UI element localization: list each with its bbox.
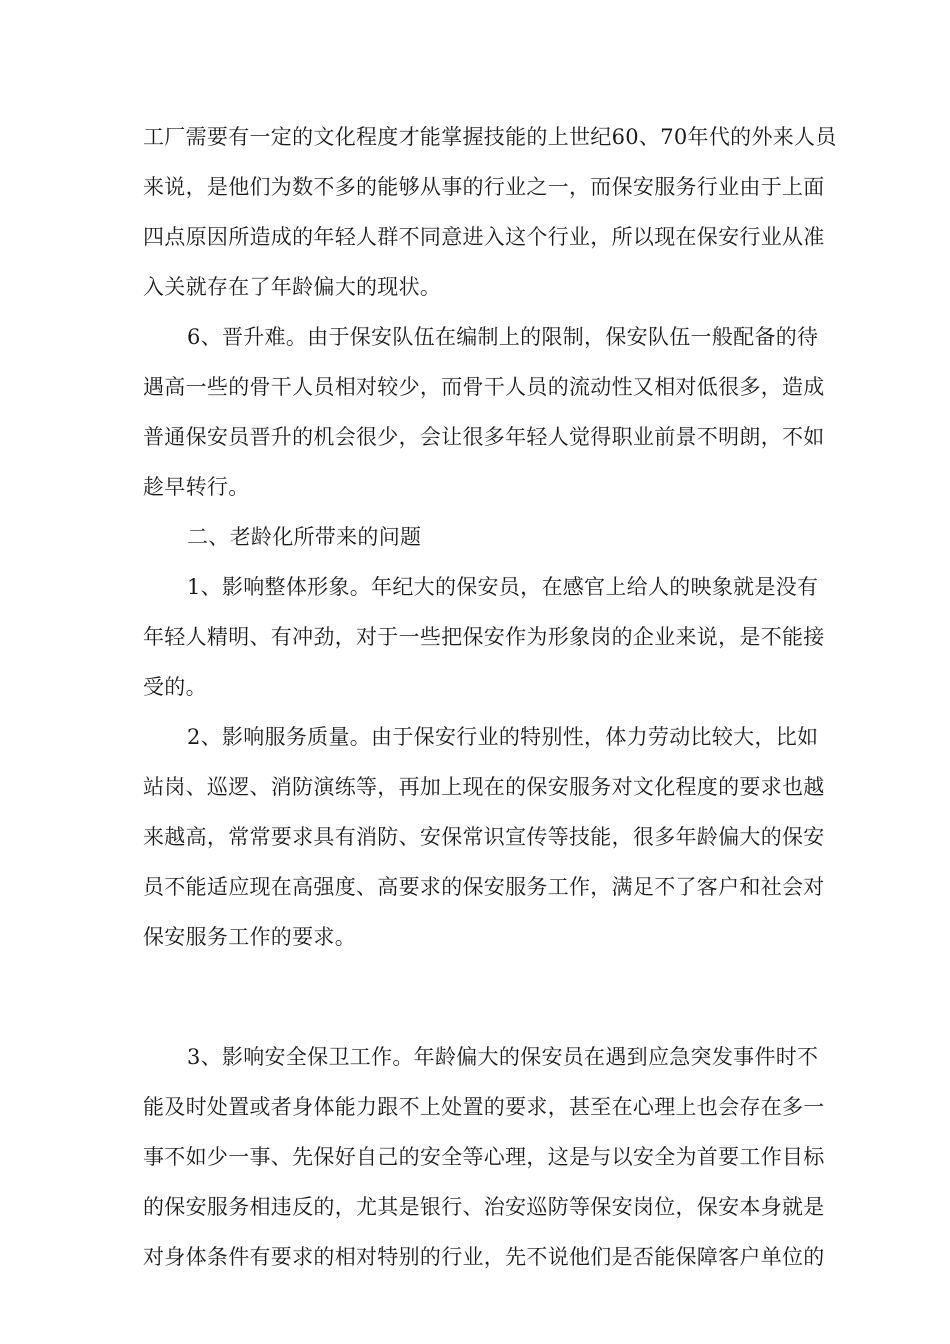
- paragraph-start-quality: 2、影响服务质量。由于保安行业的特别性，体力劳动比较大，比如: [187, 725, 819, 749]
- text-line: 普通保安员晋升的机会很少，会让很多年轻人觉得职业前景不明朗，不如: [143, 425, 825, 449]
- text-line: 来说，是他们为数不多的能够从事的行业之一，而保安服务行业由于上面: [143, 175, 825, 199]
- text-line: 的保安服务相违反的，尤其是银行、治安巡防等保安岗位，保安本身就是: [143, 1195, 825, 1219]
- text-line: 工厂需要有一定的文化程度才能掌握技能的上世纪60、70年代的外来人员: [143, 125, 837, 149]
- text-line: 受的。: [143, 675, 207, 699]
- text-line: 年轻人精明、有冲劲，对于一些把保安作为形象岗的企业来说，是不能接: [143, 625, 825, 649]
- body-text-upper: [143, 112, 837, 962]
- text-line: 能及时处置或者身体能力跟不上处置的要求，甚至在心理上也会存在多一: [143, 1095, 825, 1119]
- text-line: 保安服务工作的要求。: [143, 925, 356, 949]
- text-line: 事不如少一事、先保好自己的安全等心理，这是与以安全为首要工作目标: [143, 1145, 825, 1169]
- section-heading: 二、老龄化所带来的问题: [187, 525, 422, 549]
- text-line: 来越高，常常要求具有消防、安保常识宣传等技能，很多年龄偏大的保安: [143, 825, 825, 849]
- text-line: 站岗、巡逻、消防演练等，再加上现在的保安服务对文化程度的要求也越: [143, 775, 825, 799]
- body-text-lower: [143, 1032, 837, 1282]
- paragraph-start-security: 3、影响安全保卫工作。年龄偏大的保安员在遇到应急突发事件时不: [187, 1045, 819, 1069]
- text-line: 遇高一些的骨干人员相对较少，而骨干人员的流动性又相对低很多，造成: [143, 375, 825, 399]
- paragraph-start-image: 1、影响整体形象。年纪大的保安员，在感官上给人的映象就是没有: [187, 575, 819, 599]
- text-line: 趁早转行。: [143, 475, 250, 499]
- paragraph-start-promotion: 6、晋升难。由于保安队伍在编制上的限制，保安队伍一般配备的待: [187, 325, 819, 349]
- text-line: 对身体条件有要求的相对特别的行业，先不说他们是否能保障客户单位的: [143, 1245, 825, 1269]
- text-line: 四点原因所造成的年轻人群不同意进入这个行业，所以现在保安行业从准: [143, 225, 825, 249]
- text-line: 入关就存在了年龄偏大的现状。: [143, 275, 442, 299]
- text-line: 员不能适应现在高强度、高要求的保安服务工作，满足不了客户和社会对: [143, 875, 825, 899]
